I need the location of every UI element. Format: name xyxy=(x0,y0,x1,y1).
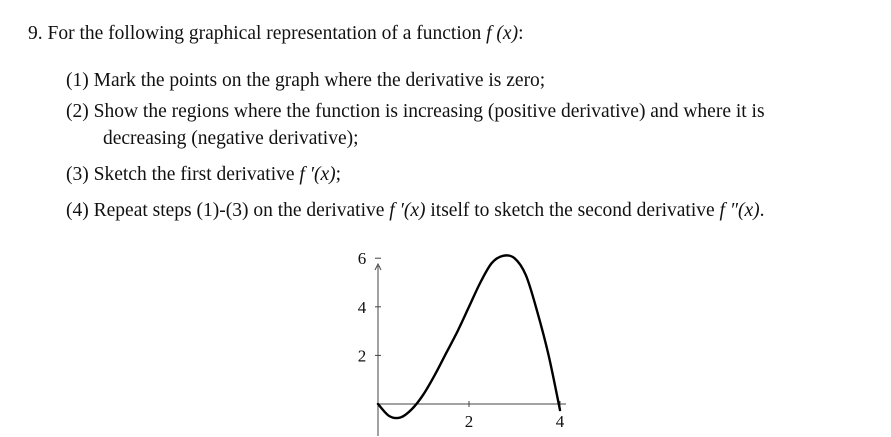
item-text-mid: itself to sketch the second derivative xyxy=(430,200,715,221)
function-curve xyxy=(378,255,560,418)
question-colon: : xyxy=(518,23,524,44)
item-2 xyxy=(66,100,765,124)
item-number: (1) xyxy=(66,70,89,91)
item-2-continuation xyxy=(103,127,359,151)
question-heading xyxy=(28,22,523,46)
function-symbol: f (x) xyxy=(486,23,519,44)
item-end: ; xyxy=(335,164,342,185)
first-derivative-symbol: f ′(x) xyxy=(299,164,336,185)
first-derivative-symbol: f ′(x) xyxy=(389,200,426,221)
item-3 xyxy=(66,163,341,187)
item-text: Sketch the first derivative xyxy=(93,164,295,185)
y-tick-label: 6 xyxy=(357,250,367,269)
item-end: . xyxy=(759,200,765,221)
item-text: decreasing (negative derivative); xyxy=(103,128,359,149)
item-number: (3) xyxy=(66,164,89,185)
item-number: (4) xyxy=(66,200,89,221)
second-derivative-symbol: f ″(x) xyxy=(719,200,760,221)
function-graph xyxy=(330,250,580,437)
x-tick-label: 2 xyxy=(464,412,474,431)
item-text: Show the regions where the function is increasing (positive derivative) and where it is xyxy=(93,101,765,122)
question-number: 9. xyxy=(28,23,43,44)
item-4 xyxy=(66,199,764,223)
y-tick-label: 2 xyxy=(357,346,367,366)
x-tick-label: 4 xyxy=(555,412,565,431)
item-text: Mark the points on the graph where the derivative is zero; xyxy=(93,70,546,91)
item-number: (2) xyxy=(66,101,89,122)
y-tick-label: 4 xyxy=(357,297,367,317)
question-text: For the following graphical representation of a function xyxy=(47,23,482,44)
item-1 xyxy=(66,69,545,93)
item-text: Repeat steps (1)-(3) on the derivative xyxy=(93,200,385,221)
